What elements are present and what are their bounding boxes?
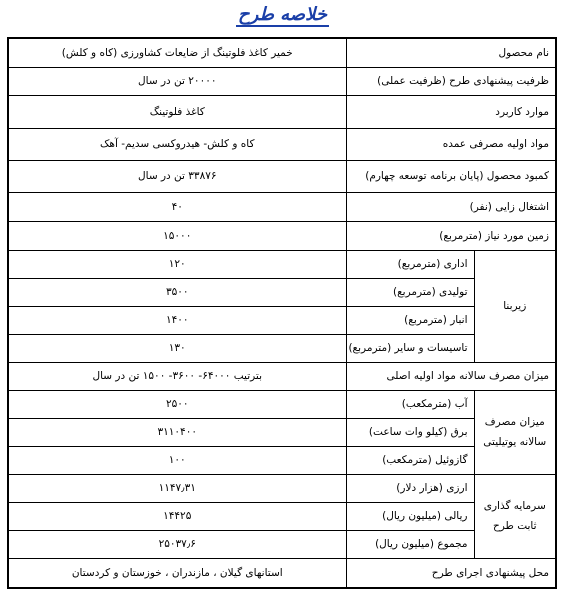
row-value: کاه و کلش- هیدروکسی سدیم- آهک (8, 128, 346, 160)
row-value: ۲۵۰۳۷٫۶ (8, 530, 346, 558)
page-title-text: خلاصه طرح (238, 4, 327, 25)
row-value: ۲۵۰۰ (8, 390, 346, 418)
row-label: آب (مترمکعب) (346, 390, 474, 418)
table-row (8, 530, 556, 558)
table-row (8, 250, 556, 278)
row-label: مواد اولیه مصرفی عمده (346, 128, 556, 160)
table-row (8, 306, 556, 334)
row-label: میزان مصرف سالانه مواد اولیه اصلی (346, 362, 556, 390)
row-value: ۲۰۰۰۰ تن در سال (8, 67, 346, 95)
row-value: خمیر کاغذ فلوتینگ از ضایعات کشاورزی (کاه و کلش) (8, 38, 346, 67)
row-value: ۱۲۰ (8, 250, 346, 278)
row-value: ۱۰۰ (8, 446, 346, 474)
table-row (8, 502, 556, 530)
row-label: ظرفیت پیشنهادی طرح (ظرفیت عملی) (346, 67, 556, 95)
summary-table (7, 37, 557, 589)
row-label: کمبود محصول (پایان برنامه توسعه چهارم) (346, 160, 556, 192)
table-row (8, 160, 556, 192)
row-label: تولیدی (مترمربع) (346, 278, 474, 306)
row-value: بترتیب ۶۴۰۰۰- ۳۶۰۰- ۱۵۰۰ تن در سال (8, 362, 346, 390)
row-value: ۱۵۰۰۰ (8, 221, 346, 250)
group-label-investment: سرمایه گذاری ثابت طرح (474, 474, 556, 558)
table-row (8, 334, 556, 362)
table-row (8, 418, 556, 446)
row-label: نام محصول (346, 38, 556, 67)
row-label: اداری (مترمربع) (346, 250, 474, 278)
row-label: محل پیشنهادی اجرای طرح (346, 558, 556, 588)
table-row (8, 446, 556, 474)
row-label: انبار (مترمربع) (346, 306, 474, 334)
row-value: استانهای گیلان ، مازندران ، خوزستان و کردستان (8, 558, 346, 588)
table-row (8, 362, 556, 390)
row-value: ۱۱۴۷٫۳۱ (8, 474, 346, 502)
row-label: مجموع (میلیون ریال) (346, 530, 474, 558)
table-row (8, 95, 556, 128)
row-label: اشتغال زایی (نفر) (346, 192, 556, 221)
table-row (8, 192, 556, 221)
page-title (0, 0, 565, 32)
row-label: تاسیسات و سایر (مترمربع) (346, 334, 474, 362)
table-row (8, 38, 556, 67)
row-label: ریالی (میلیون ریال) (346, 502, 474, 530)
group-label-utilities: میزان مصرف سالانه یوتیلیتی (474, 390, 556, 474)
row-label: برق (کیلو وات ساعت) (346, 418, 474, 446)
table-row (8, 474, 556, 502)
table-row (8, 278, 556, 306)
row-value: ۳۵۰۰ (8, 278, 346, 306)
table-row (8, 221, 556, 250)
table-row (8, 128, 556, 160)
row-value: ۱۳۰ (8, 334, 346, 362)
row-value: ۳۳۸۷۶ تن در سال (8, 160, 346, 192)
group-label-building: زیربنا (474, 250, 556, 362)
table-row (8, 390, 556, 418)
row-label: زمین مورد نیاز (مترمربع) (346, 221, 556, 250)
row-value: کاغذ فلوتینگ (8, 95, 346, 128)
row-value: ۴۰ (8, 192, 346, 221)
row-label: گازوئیل (مترمکعب) (346, 446, 474, 474)
row-label: ارزی (هزار دلار) (346, 474, 474, 502)
table-row (8, 67, 556, 95)
table-row (8, 558, 556, 588)
row-value: ۱۴۴۲۵ (8, 502, 346, 530)
row-value: ۳۱۱۰۴۰۰ (8, 418, 346, 446)
row-value: ۱۴۰۰ (8, 306, 346, 334)
row-label: موارد کاربرد (346, 95, 556, 128)
